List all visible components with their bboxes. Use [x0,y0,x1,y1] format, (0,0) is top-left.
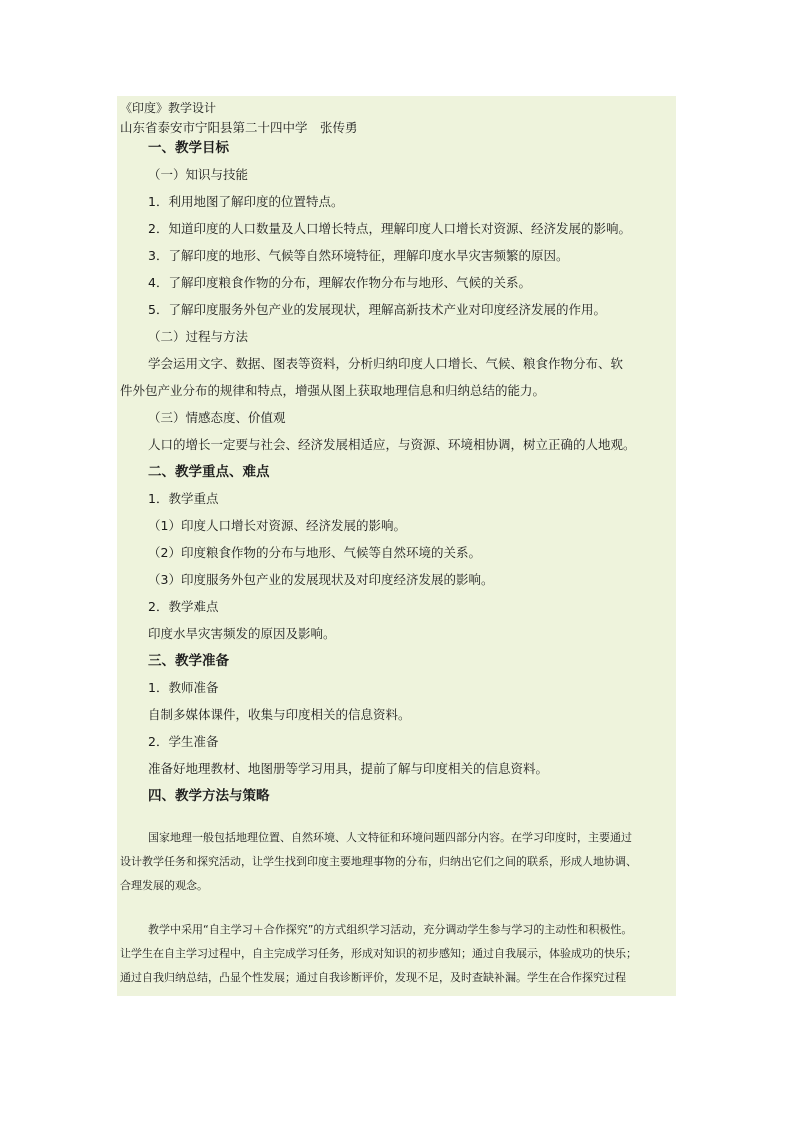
methods-paragraph-2: 教学中采用“自主学习＋合作探究”的方式组织学习活动，充分调动学生参与学习的主动性和积极性。 [148,923,633,936]
section-heading-preparation: 三、教学准备 [148,653,229,669]
methods-paragraph-1-line-2: 设计教学任务和探究活动，让学生找到印度主要地理事物的分布，归纳出它们之间的联系，形成人地协调、 [120,855,637,868]
knowledge-item: 5．了解印度服务外包产业的发展现状，理解高新技术产业对印度经济发展的作用。 [148,302,606,317]
focus-item: （2）印度粮食作物的分布与地形、气候等自然环境的关系。 [148,545,481,560]
subheading-knowledge: （一）知识与技能 [148,167,249,182]
attitude-text: 人口的增长一定要与社会、经济发展相适应，与资源、环境相协调，树立正确的人地观。 [148,437,636,452]
knowledge-item: 4．了解印度粮食作物的分布，理解农作物分布与地形、气候的关系。 [148,275,531,290]
knowledge-item: 2．知道印度的人口数量及人口增长特点，理解印度人口增长对资源、经济发展的影响。 [148,221,631,236]
methods-paragraph-2-line-3: 通过自我归纳总结，凸显个性发展；通过自我诊断评价，发现不足，及时查缺补漏。学生在合作探究过程 [120,971,626,984]
methods-paragraph-2-line-2: 让学生在自主学习过程中，自主完成学习任务，形成对知识的初步感知；通过自我展示，体验成功的快乐； [120,947,637,960]
document-author: 山东省泰安市宁阳县第二十四中学 张传勇 [120,120,358,135]
section-heading-goals: 一、教学目标 [148,140,229,156]
subheading-focus: 1．教学重点 [148,491,219,506]
subheading-attitude: （三）情感态度、价值观 [148,410,286,425]
teacher-text: 自制多媒体课件，收集与印度相关的信息资料。 [148,707,411,722]
subheading-process: （二）过程与方法 [148,329,249,344]
methods-paragraph-1-line-3: 合理发展的观念。 [120,879,208,892]
knowledge-item: 3．了解印度的地形、气候等自然环境特征，理解印度水旱灾害频繁的原因。 [148,248,569,263]
subheading-teacher: 1．教师准备 [148,680,219,695]
student-text: 准备好地理教材、地图册等学习用具，提前了解与印度相关的信息资料。 [148,761,549,776]
subheading-difficulty: 2．教学难点 [148,599,219,614]
focus-item: （3）印度服务外包产业的发展现状及对印度经济发展的影响。 [148,572,494,587]
methods-paragraph-1: 国家地理一般包括地理位置、自然环境、人文特征和环境问题四部分内容。在学习印度时，主要通过 [148,831,632,844]
process-text-continued: 件外包产业分布的规律和特点，增强从图上获取地理信息和归纳总结的能力。 [120,383,546,398]
document-title: 《印度》教学设计 [120,101,217,115]
section-heading-key-points: 二、教学重点、难点 [148,464,270,480]
knowledge-item: 1．利用地图了解印度的位置特点。 [148,194,344,209]
focus-item: （1）印度人口增长对资源、经济发展的影响。 [148,518,406,533]
section-heading-methods: 四、教学方法与策略 [148,788,270,804]
document-page [117,96,676,996]
difficulty-text: 印度水旱灾害频发的原因及影响。 [148,626,336,641]
subheading-student: 2．学生准备 [148,734,219,749]
process-text: 学会运用文字、数据、图表等资料，分析归纳印度人口增长、气候、粮食作物分布、软 [148,356,624,371]
